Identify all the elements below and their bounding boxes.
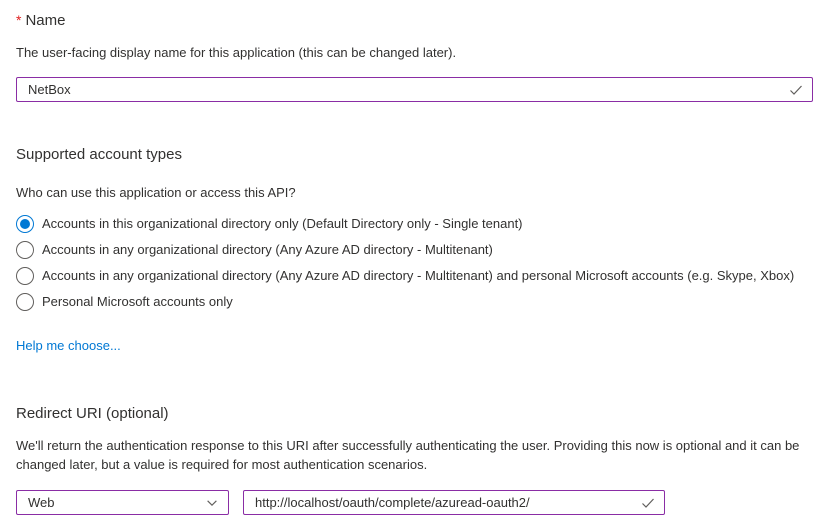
chevron-down-icon (205, 496, 219, 510)
required-asterisk: * (16, 12, 22, 28)
name-description: The user-facing display name for this application (this can be changed later). (16, 45, 457, 60)
name-input-wrap (16, 77, 813, 102)
name-field-label (16, 11, 813, 30)
platform-select-value: Web (28, 495, 55, 510)
radio-option-label: Personal Microsoft accounts only (42, 294, 233, 309)
radio-option-multitenant[interactable] (16, 237, 813, 263)
help-me-choose-link[interactable]: Help me choose... (16, 338, 121, 353)
platform-select[interactable] (16, 490, 229, 515)
name-input[interactable] (16, 77, 813, 102)
radio-button[interactable] (16, 293, 34, 311)
radio-button[interactable] (16, 267, 34, 285)
redirect-uri-input-wrap (243, 490, 665, 515)
radio-option-label: Accounts in this organizational directory only (Default Directory only - Single tenant) (42, 216, 523, 231)
supported-account-types-heading: Supported account types (16, 146, 182, 163)
account-types-radio-group (16, 211, 813, 315)
radio-option-label: Accounts in any organizational directory (Any Azure AD directory - Multitenant) and personal Microsoft accounts (e.g. Skype, Xbox) (42, 268, 795, 283)
radio-button[interactable] (16, 215, 34, 233)
radio-button[interactable] (16, 241, 34, 259)
radio-option-single-tenant[interactable] (16, 211, 813, 237)
radio-option-personal-only[interactable] (16, 289, 813, 315)
redirect-uri-input[interactable] (243, 490, 665, 515)
account-types-question: Who can use this application or access this API? (16, 185, 296, 200)
radio-option-label: Accounts in any organizational directory (Any Azure AD directory - Multitenant) (42, 242, 493, 257)
redirect-uri-description: We'll return the authentication response to this URI after successfully authenticating the user. Providing this now is optional and it can be changed later, but a value is required for most authentication scenarios. (16, 438, 800, 472)
name-label-text: Name (25, 12, 66, 29)
redirect-uri-row (16, 490, 813, 515)
radio-option-multitenant-personal[interactable] (16, 263, 813, 289)
redirect-uri-heading: Redirect URI (optional) (16, 405, 169, 422)
